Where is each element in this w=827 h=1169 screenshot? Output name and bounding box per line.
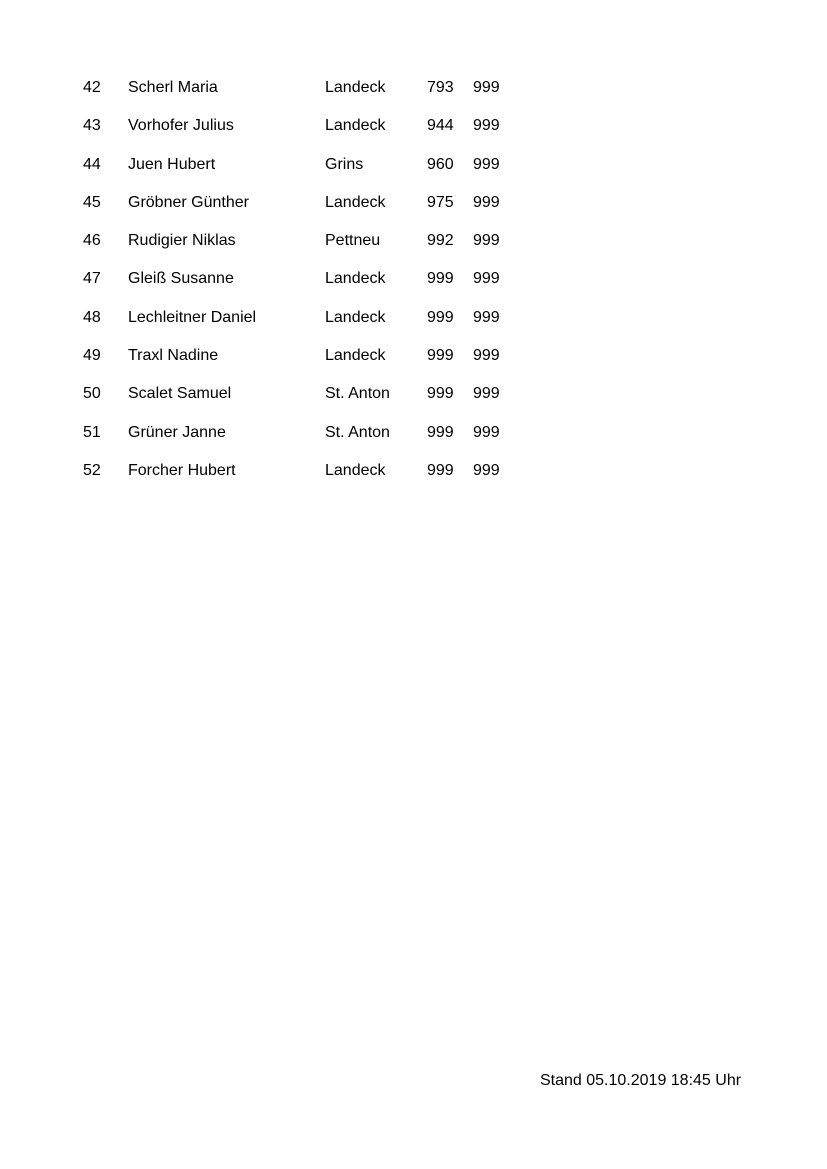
value-1: 999 [427,270,454,288]
result-row [0,114,827,152]
value-1: 975 [427,193,454,211]
place: Landeck [325,461,386,479]
result-row [0,459,827,497]
result-row [0,421,827,459]
participant-name: Juen Hubert [128,155,216,173]
value-2: 999 [473,117,500,135]
rank: 42 [83,79,101,96]
value-1: 999 [427,308,454,326]
participant-name: Grüner Janne [128,423,226,441]
value-2: 999 [473,347,500,365]
value-1: 960 [427,155,454,173]
participant-name: Forcher Hubert [128,461,236,479]
place: Pettneu [325,232,381,250]
rank: 50 [83,385,101,403]
value-2: 999 [473,193,500,211]
value-1: 999 [427,461,454,479]
value-2: 999 [473,423,500,441]
value-1: 999 [427,423,454,441]
participant-name: Rudigier Niklas [128,232,236,250]
rank: 48 [83,308,101,326]
participant-name: Traxl Nadine [128,347,219,365]
value-2: 999 [473,461,500,479]
result-row [0,153,827,191]
place: St. Anton [325,423,390,441]
value-1: 992 [427,232,454,250]
participant-name: Gleiß Susanne [128,270,234,288]
value-2: 999 [473,79,500,96]
place: Grins [325,155,364,173]
value-1: 793 [427,79,454,96]
participant-name: Lechleitner Daniel [128,308,257,326]
result-row [0,229,827,267]
result-row [0,306,827,344]
participant-name: Scherl Maria [128,79,218,96]
rank: 44 [83,155,101,173]
place: Landeck [325,308,386,326]
participant-name: Vorhofer Julius [128,117,234,135]
value-2: 999 [473,155,500,173]
rank: 51 [83,423,101,441]
result-row [0,76,827,114]
value-1: 944 [427,117,454,135]
result-row [0,191,827,229]
participant-name: Scalet Samuel [128,385,232,403]
results-list [0,76,827,497]
value-2: 999 [473,308,500,326]
participant-name: Gröbner Günther [128,193,249,211]
result-row [0,267,827,305]
rank: 47 [83,270,101,288]
rank: 43 [83,117,101,135]
result-row [0,344,827,382]
place: Landeck [325,270,386,288]
rank: 49 [83,347,101,365]
place: Landeck [325,117,386,135]
rank: 45 [83,193,101,211]
value-1: 999 [427,347,454,365]
rank: 52 [83,461,101,479]
value-2: 999 [473,385,500,403]
status-timestamp: Stand 05.10.2019 18:45 Uhr [540,1072,742,1089]
value-2: 999 [473,232,500,250]
value-1: 999 [427,385,454,403]
place: Landeck [325,193,386,211]
place: Landeck [325,79,386,96]
result-row [0,382,827,420]
place: Landeck [325,347,386,365]
rank: 46 [83,232,101,250]
place: St. Anton [325,385,390,403]
value-2: 999 [473,270,500,288]
